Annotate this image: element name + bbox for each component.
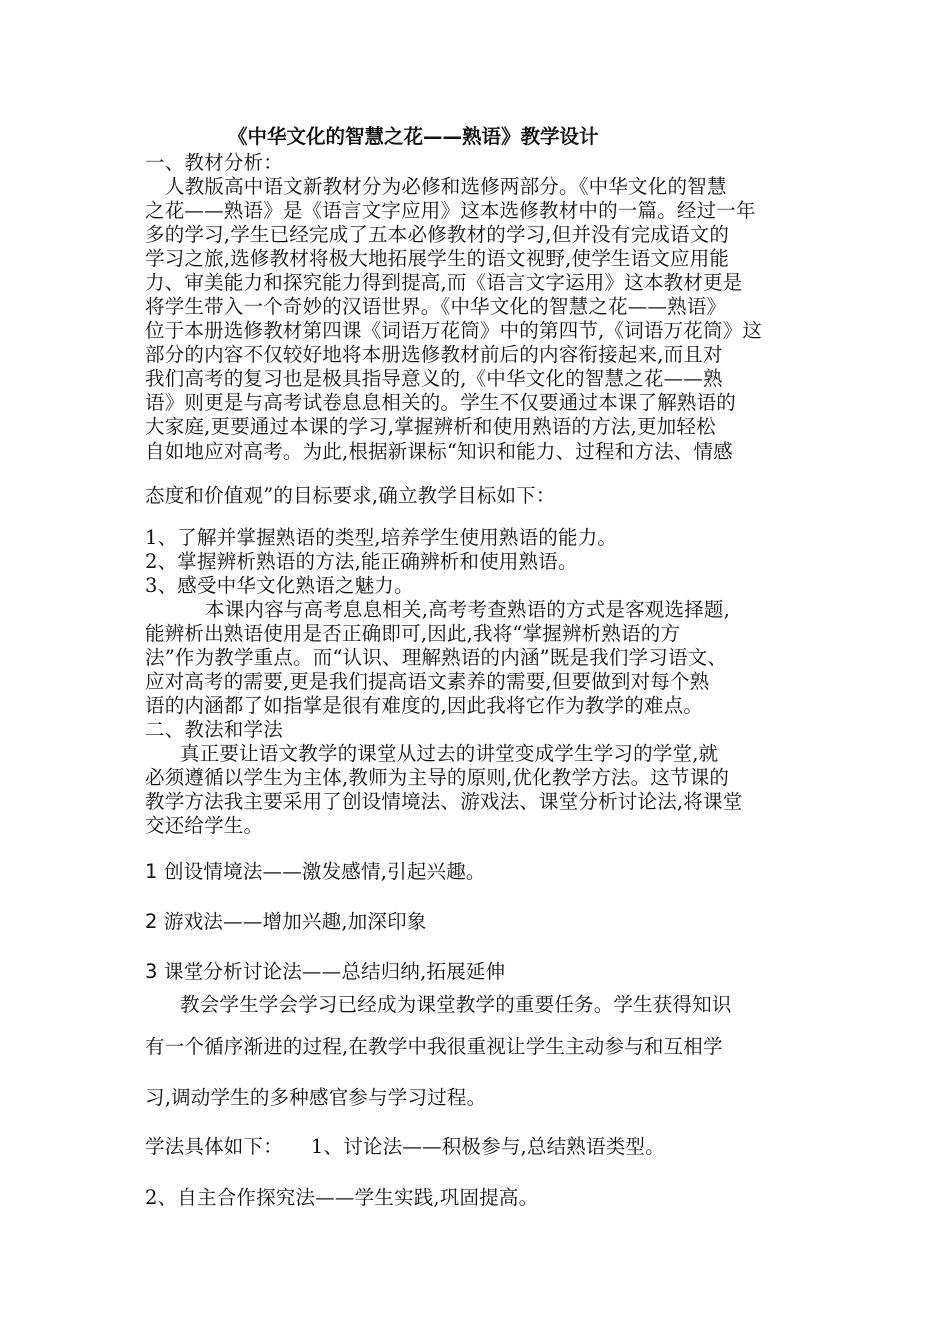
paragraph-line: 学习之旅,选修教材将极大地拓展学生的语文视野,使学生语文应用能 (145, 247, 730, 270)
section2-heading: 二、教法和学法 (145, 718, 283, 741)
focus-line: 法”作为教学重点。而“认识、理解熟语的内涵”既是我们学习语文、 (145, 646, 728, 669)
focus-line: 语的内涵都了如指掌是很有难度的,因此我将它作为教学的难点。 (145, 694, 703, 717)
paragraph-line: 部分的内容不仅较好地将本册选修教材前后的内容衔接起来,而且对 (145, 343, 723, 366)
learning-line: 教会学生学会学习已经成为课堂教学的重要任务。学生获得知识 (180, 993, 732, 1016)
learning-item: 1、讨论法——积极参与,总结熟语类型。 (310, 1135, 665, 1158)
method-intro-line: 真正要让语文教学的课堂从过去的讲堂变成学生学习的学堂,就 (180, 742, 719, 765)
document-title: 《中华文化的智慧之花——熟语》教学设计 (228, 125, 599, 148)
paragraph-line: 之花——熟语》是《语言文字应用》这本选修教材中的一篇。经过一年 (145, 199, 756, 222)
section1-heading: 一、教材分析： (145, 151, 283, 174)
goal-item: 3、感受中华文化熟语之魅力。 (145, 574, 414, 597)
method-intro-line: 教学方法我主要采用了创设情境法、游戏法、课堂分析讨论法,将课堂 (145, 790, 743, 813)
method-intro-line: 必须遵循以学生为主体,教师为主导的原则,优化教学方法。这节课的 (145, 766, 730, 789)
goal-intro: 态度和价值观”的目标要求,确立教学目标如下： (145, 484, 556, 507)
method-text: 创设情境法——激发感情,引起兴趣。 (164, 860, 486, 883)
method-number: 2 (145, 910, 158, 933)
learning-line: 有一个循序渐进的过程,在教学中我很重视让学生主动参与和互相学 (145, 1035, 723, 1058)
goal-item: 1、了解并掌握熟语的类型,培养学生使用熟语的能力。 (145, 526, 618, 549)
method-item (145, 910, 427, 934)
paragraph-line: 位于本册选修教材第四课《词语万花筒》中的第四节,《词语万花筒》这 (145, 319, 763, 342)
method-number: 1 (145, 860, 158, 883)
learning-methods-row (145, 1135, 665, 1159)
goal-item: 2、掌握辨析熟语的方法,能正确辨析和使用熟语。 (145, 550, 578, 573)
paragraph-line: 力、审美能力和探究能力得到提高,而《语言文字运用》这本教材更是 (145, 271, 743, 294)
paragraph-line: 自如地应对高考。为此,根据新课标“知识和能力、过程和方法、情感 (145, 440, 733, 463)
method-text: 游戏法——增加兴趣,加深印象 (164, 910, 427, 933)
method-number: 3 (145, 960, 158, 983)
paragraph-line: 将学生带入一个奇妙的汉语世界。《中华文化的智慧之花——熟语》 (145, 295, 727, 318)
method-item (145, 960, 505, 984)
method-intro-line: 交还给学生。 (145, 814, 264, 837)
paragraph-line: 语》则更是与高考试卷息息相关的。学生不仅要通过本课了解熟语的 (145, 391, 737, 414)
focus-line: 应对高考的需要,更是我们提高语文素养的需要,但要做到对每个熟 (145, 670, 710, 693)
method-text: 课堂分析讨论法——总结归纳,拓展延伸 (164, 960, 506, 983)
method-item (145, 860, 486, 884)
paragraph-line: 大家庭,更要通过本课的学习,掌握辨析和使用熟语的方法,更加轻松 (145, 415, 716, 438)
focus-line: 能辨析出熟语使用是否正确即可,因此,我将“掌握辨析熟语的方 (145, 622, 681, 645)
learning-item: 2、自主合作探究法——学生实践,巩固提高。 (145, 1186, 539, 1209)
paragraph-line: 多的学习,学生已经完成了五本必修教材的学习,但并没有完成语文的 (145, 223, 730, 246)
focus-line: 本课内容与高考息息相关,高考考查熟语的方式是客观选择题, (205, 598, 730, 621)
paragraph-line: 我们高考的复习也是极具指导意义的,《中华文化的智慧之花——熟 (145, 367, 723, 390)
learning-line: 习,调动学生的多种感官参与学习过程。 (145, 1086, 487, 1109)
paragraph-line: 人教版高中语文新教材分为必修和选修两部分。《中华文化的智慧 (165, 175, 727, 198)
learning-label: 学法具体如下： (145, 1135, 283, 1158)
